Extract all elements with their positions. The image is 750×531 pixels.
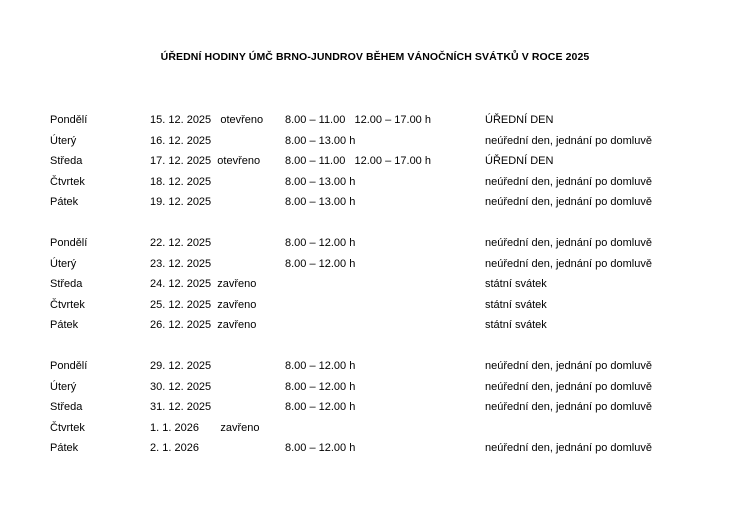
note-cell: ÚŘEDNÍ DEN (485, 155, 554, 168)
date-cell: 29. 12. 2025 (150, 360, 212, 372)
note-cell: státní svátek (485, 319, 547, 332)
date-cell: 30. 12. 2025 (150, 380, 212, 393)
date-cell: 16. 12. 2025 (150, 134, 212, 147)
note-cell: neúřední den, jednání po domluvě (485, 134, 652, 147)
date-cell: 1. 1. 2026 zavřeno (150, 421, 260, 434)
date-cell: 17. 12. 2025 otevřeno (150, 155, 261, 168)
document-title: ÚŘEDNÍ HODINY ÚMČ BRNO-JUNDROV BĚHEM VÁNOČNÍCH SVÁTKŮ V ROCE 2025 (160, 51, 590, 63)
day-cell: Pondělí (50, 360, 88, 372)
day-cell: Čtvrtek (50, 421, 85, 434)
note-cell: neúřední den, jednání po domluvě (485, 257, 652, 270)
note-cell: státní svátek (485, 298, 547, 311)
day-cell: Úterý (50, 257, 77, 270)
hours-cell: 8.00 – 12.00 h (285, 401, 356, 414)
hours-cell: 8.00 – 12.00 h (285, 237, 356, 249)
day-cell: Pátek (50, 319, 79, 332)
date-cell: 15. 12. 2025 otevřeno (150, 114, 264, 126)
date-cell: 19. 12. 2025 (150, 196, 212, 209)
day-cell: Pondělí (50, 114, 88, 126)
note-cell: neúřední den, jednání po domluvě (485, 196, 652, 209)
day-cell: Středa (50, 155, 83, 168)
day-cell: Středa (50, 278, 83, 291)
hours-cell: 8.00 – 11.00 12.00 – 17.00 h (285, 155, 431, 168)
hours-cell: 8.00 – 13.00 h (285, 196, 356, 209)
hours-cell: 8.00 – 12.00 h (285, 442, 356, 455)
day-cell: Čtvrtek (50, 298, 85, 311)
date-cell: 25. 12. 2025 zavřeno (150, 298, 257, 311)
note-cell: státní svátek (485, 278, 547, 291)
note-cell: neúřední den, jednání po domluvě (485, 360, 652, 372)
date-cell: 22. 12. 2025 (150, 237, 212, 249)
note-cell: neúřední den, jednání po domluvě (485, 442, 652, 455)
day-cell: Pátek (50, 442, 79, 455)
day-cell: Úterý (50, 380, 77, 393)
hours-cell: 8.00 – 12.00 h (285, 360, 356, 372)
hours-cell: 8.00 – 11.00 12.00 – 17.00 h (285, 114, 431, 126)
hours-cell: 8.00 – 13.00 h (285, 134, 356, 147)
note-cell: neúřední den, jednání po domluvě (485, 380, 652, 393)
day-cell: Pátek (50, 196, 79, 209)
note-cell: neúřední den, jednání po domluvě (485, 175, 652, 188)
note-cell: neúřední den, jednání po domluvě (485, 401, 652, 414)
date-cell: 23. 12. 2025 (150, 257, 212, 270)
hours-cell: 8.00 – 12.00 h (285, 380, 356, 393)
hours-cell: 8.00 – 13.00 h (285, 175, 356, 188)
day-cell: Úterý (50, 134, 77, 147)
hours-cell: 8.00 – 12.00 h (285, 257, 356, 270)
note-cell: neúřední den, jednání po domluvě (485, 237, 652, 249)
day-cell: Středa (50, 401, 83, 414)
date-cell: 18. 12. 2025 (150, 175, 212, 188)
note-cell: ÚŘEDNÍ DEN (485, 114, 554, 126)
date-cell: 2. 1. 2026 (150, 442, 199, 455)
date-cell: 26. 12. 2025 zavřeno (150, 319, 257, 332)
date-cell: 24. 12. 2025 zavřeno (150, 278, 257, 291)
day-cell: Čtvrtek (50, 175, 85, 188)
date-cell: 31. 12. 2025 (150, 401, 212, 414)
day-cell: Pondělí (50, 237, 88, 249)
